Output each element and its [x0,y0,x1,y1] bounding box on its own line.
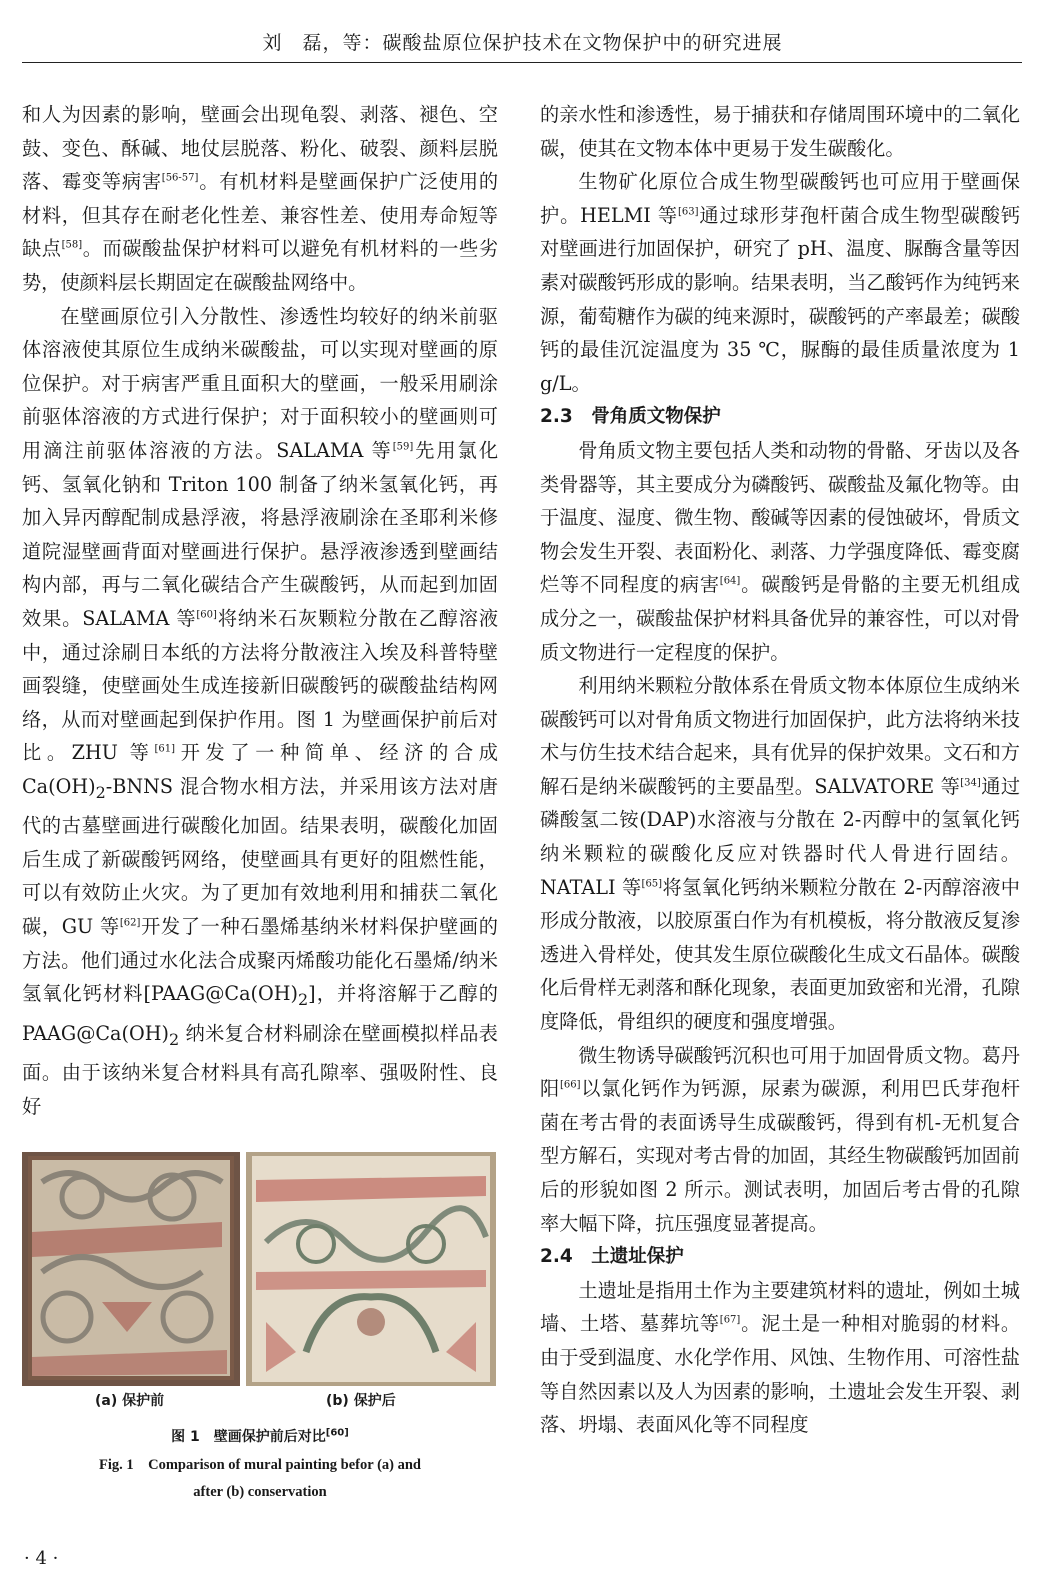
right-paragraph-5: 微生物诱导碳酸钙沉积也可用于加固骨质文物。葛丹阳[66]以氯化钙作为钙源，尿素为碳源，利用巴氏芽孢杆菌在考古骨的表面诱导生成碳酸钙，得到有机-无机复合型方解石，实现对考古骨的加固，其经生物碳酸钙加固前后的形貌如图 2 所示。测试表明，加固后考古骨的孔隙率大幅下降，抗压强度显著提高。 [540,1043,1021,1235]
subcaption-b: (b) 保护后 [326,1393,396,1409]
citation: [62] [119,917,141,929]
mural-before-drawing [22,1152,240,1386]
mural-photo-after [246,1152,496,1386]
mural-after-drawing [246,1152,496,1386]
page-number: · 4 · [24,1548,59,1569]
section-heading-2-4: 2.4 土遗址保护 [540,1246,684,1268]
left-column [22,98,498,1123]
citation: [34] [960,777,981,789]
citation: [61] [154,743,176,755]
citation: [67] [719,1314,741,1326]
citation: [60] [196,609,217,621]
figure-caption-en: Fig. 1 Comparison of mural painting befor (a) and after (b) conservation [99,1457,421,1500]
citation: [64] [719,575,741,587]
left-paragraph-1: 和人为因素的影响，壁画会出现龟裂、剥落、褪色、空鼓、变色、酥碱、地仗层脱落、粉化、破裂、颜料层脱落、霉变等病害[56-57]。有机材料是壁画保护广泛使用的材料，但其存在耐老化性差、兼容性差、使用寿命短等缺点[58]。而碳酸盐保护材料可以避免有机材料的一些劣势，使颜料层长期固定在碳酸盐网络中。 [22,103,499,294]
citation: [58] [61,239,83,251]
left-paragraph-2: 在壁画原位引入分散性、渗透性均较好的纳米前驱体溶液使其原位生成纳米碳酸盐，可以实现对壁画的原位保护。对于病害严重且面积大的壁画，一般采用刷涂前驱体溶液的方式进行保护；对于面积较小的壁画则可用滴注前驱体溶液的方法。SALAMA 等[59]先用氯化钙、氢氧化钠和 Triton 100 制备了纳米氢氧化钙，再加入异丙醇配制成悬浮液，将悬浮液刷涂在圣耶利米修道院湿壁画背面对壁画进行保护。悬浮液渗透到壁画结构内部，再与二氧化碳结合产生碳酸钙，从而起到加固效果。SALAMA 等[60]将纳米石灰颗粒分散在乙醇溶液中，通过涂刷日本纸的方法将分散液注入埃及科普特壁画裂缝，使壁画处生成连接新旧碳酸钙的碳酸盐结构网络，从而对壁画起到保护作用。图 1 为壁画保护前后对比。ZHU 等[61]开发了一种简单、经济的合成 $Ca(OH)_2$-BNNS 混合物水相方法，并采用该方法对唐代的古墓壁画进行碳酸化加固。结果表明，碳酸化加固后生成了新碳酸钙网络，使壁画具有更好的阻燃性能，可以有效防止火灾。为了更加有效地利用和捕获二氧化碳，GU 等[62]开发了一种石墨烯基纳米材料保护壁画的方法。他们通过水化法合成聚丙烯酸功能化石墨烯/纳米氢氧化钙材料$[PAAG@Ca(OH)_2]$，并将溶解于乙醇的 $PAAG@Ca(OH)_2$ 纳米复合材料刷涂在壁画模拟样品表面。由于该纳米复合材料具有高孔隙率、强吸附性、良好 [22,304,499,1118]
citation: [66] [559,1079,581,1091]
citation: [65] [641,878,663,890]
right-paragraph-6: 土遗址是指用土作为主要建筑材料的遗址，例如土城墙、土塔、墓葬坑等[67]。泥土是一种相对脆弱的材料。由于受到温度、水化学作用、风蚀、生物作用、可溶性盐等自然因素以及人为因素的影响，土遗址会发生开裂、剥落、坍塌、表面风化等不同程度 [540,1278,1021,1437]
subcaption-a: (a) 保护前 [95,1393,165,1409]
running-header: 刘 磊，等：碳酸盐原位保护技术在文物保护中的研究进展 [262,32,783,54]
citation: [63] [678,206,699,218]
header-rule [22,62,1022,63]
figure-caption-cn: 图 1 壁画保护前后对比[60] [171,1427,349,1445]
right-column [540,98,1020,1442]
right-paragraph-1: 的亲水性和渗透性，易于捕获和存储周围环境中的二氧化碳，使其在文物本体中更易于发生碳酸化。 [540,103,1020,160]
mural-photo-before [22,1152,240,1386]
citation: [60] [325,1427,349,1439]
right-paragraph-4: 利用纳米颗粒分散体系在骨质文物本体原位生成纳米碳酸钙可以对骨角质文物进行加固保护，此方法将纳米技术与仿生技术结合起来，具有优异的保护效果。文石和方解石是纳米碳酸钙的主要晶型。SALVATORE 等[34]通过磷酸氢二铵(DAP)水溶液与分散在 2-丙醇中的氢氧化钙纳米颗粒的碳酸化反应对铁器时代人骨进行固结。NATALI 等[65]将氢氧化钙纳米颗粒分散在 2-丙醇溶液中形成分散液，以胶原蛋白作为有机模板，将分散液反复渗透进入骨样处，使其发生原位碳酸化生成文石晶体。碳酸化后骨样无剥落和酥化现象，表面更加致密和光滑，孔隙度降低，骨组织的硬度和强度增强。 [540,674,1021,1034]
section-heading-2-3: 2.3 骨角质文物保护 [540,406,721,428]
citation: [56-57] [161,172,199,184]
figure-1 [22,1152,498,1386]
right-paragraph-3: 骨角质文物主要包括人类和动物的骨骼、牙齿以及各类骨器等，其主要成分为磷酸钙、碳酸盐及氟化物等。由于温度、湿度、微生物、酸碱等因素的侵蚀破坏，骨质文物会发生开裂、表面粉化、剥落、力学强度降低、霉变腐烂等不同程度的病害[64]。碳酸钙是骨骼的主要无机组成成分之一，碳酸盐保护材料具备优异的兼容性，可以对骨质文物进行一定程度的保护。 [540,438,1021,664]
right-paragraph-2: 生物矿化原位合成生物型碳酸钙也可应用于壁画保护。HELMI 等[63]通过球形芽孢杆菌合成生物型碳酸钙对壁画进行加固保护，研究了 pH、温度、脲酶含量等因素对碳酸钙形成的影响。结果表明，当乙酸钙作为纯钙来源，葡萄糖作为碳的纯来源时，碳酸钙的产率最差；碳酸钙的最佳沉淀温度为 35 ℃，脲酶的最佳质量浓度为 1 g/L。 [540,170,1021,395]
citation: [59] [392,441,414,453]
